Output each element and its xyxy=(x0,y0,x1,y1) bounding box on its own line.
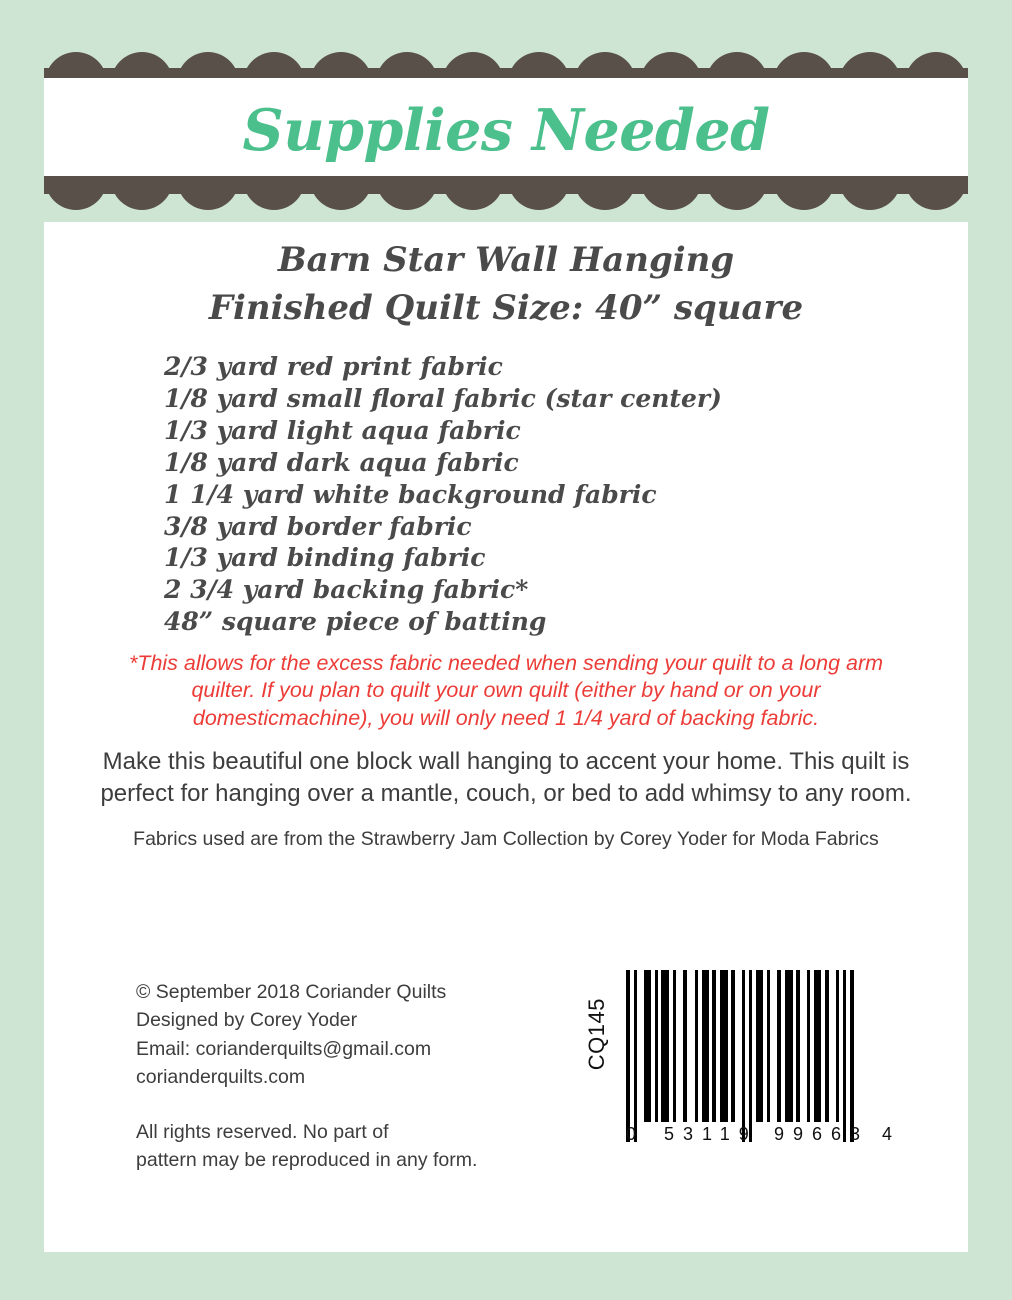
email-line: Email: corianderquilts@gmail.com xyxy=(136,1037,432,1060)
list-item: 1/3 yard light aqua fabric xyxy=(164,415,521,445)
barcode xyxy=(584,970,894,1170)
header-band xyxy=(44,52,968,210)
footer xyxy=(44,970,968,1200)
scallop-shape xyxy=(574,176,636,210)
barcode-digits-group-2: 99663 xyxy=(774,1124,870,1144)
copyright-line: © September 2018 Coriander Quilts xyxy=(136,981,447,1003)
scallop-shape xyxy=(177,176,239,210)
barcode-digit-right: 4 xyxy=(882,1124,893,1144)
rights-line-1: All rights reserved. No part of xyxy=(136,1121,389,1143)
list-item: 1/8 yard small floral fabric (star center) xyxy=(164,384,722,414)
scallop-edge-bottom xyxy=(44,176,968,210)
rights-line-2: pattern may be reproduced in any form. xyxy=(136,1149,478,1172)
scallop-shape xyxy=(905,176,967,210)
website-line: corianderquilts.com xyxy=(136,1065,306,1088)
copyright-block xyxy=(136,978,446,1091)
scallop-shape xyxy=(706,176,768,210)
scallop-shape xyxy=(442,176,504,210)
pattern-name: Barn Star Wall Hanging xyxy=(277,240,735,280)
list-item: 3/8 yard border fabric xyxy=(164,511,472,541)
barcode-digit-left: 0 xyxy=(626,1124,637,1144)
list-item: 1/8 yard dark aqua fabric xyxy=(164,447,519,477)
barcode-digits-group-1: 53119 xyxy=(664,1124,758,1144)
header-title-panel xyxy=(44,78,968,184)
finished-size: Finished Quilt Size: 40” square xyxy=(208,287,804,328)
scallop-shape xyxy=(310,176,372,210)
list-item: 48” square piece of batting xyxy=(164,607,547,637)
content-card xyxy=(44,222,968,1252)
supplies-list xyxy=(164,351,968,638)
pattern-description: Make this beautiful one block wall hanging to accent your home. This quilt is perfect for hanging over a mantle, couch, or bed to add whimsy to any room. xyxy=(100,747,912,808)
designer-line: Designed by Corey Yoder xyxy=(136,1009,358,1032)
page-title: Supplies Needed xyxy=(242,97,770,164)
scallop-shape xyxy=(839,176,901,210)
rights-block xyxy=(136,1118,477,1175)
list-item: 2/3 yard red print fabric xyxy=(164,352,503,382)
scallop-shape xyxy=(45,176,107,210)
scallop-shape xyxy=(508,176,570,210)
fabrics-credit: Fabrics used are from the Strawberry Jam Collection by Corey Yoder for Moda Fabrics xyxy=(133,827,879,850)
list-item: 2 3/4 yard backing fabric* xyxy=(164,575,529,605)
sku-label: CQ145 xyxy=(584,998,609,1071)
scallop-shape xyxy=(243,176,305,210)
scallop-shape xyxy=(376,176,438,210)
scallop-shape xyxy=(640,176,702,210)
pattern-heading xyxy=(44,238,968,333)
scallop-shape xyxy=(773,176,835,210)
list-item: 1/3 yard binding fabric xyxy=(164,543,486,573)
list-item: 1 1/4 yard white background fabric xyxy=(164,479,657,509)
scallop-shape xyxy=(111,176,173,210)
backing-fabric-note: *This allows for the excess fabric needed when sending your quilt to a long arm quilter. If you plan to quilt your own quilt (either by hand or on your domesticmachine), you will only need 1 1/4 yard of backing fabric. xyxy=(128,651,884,730)
scallop-shapes-bottom xyxy=(44,176,968,210)
barcode-digits xyxy=(626,1122,894,1148)
barcode-bars xyxy=(626,970,894,1142)
